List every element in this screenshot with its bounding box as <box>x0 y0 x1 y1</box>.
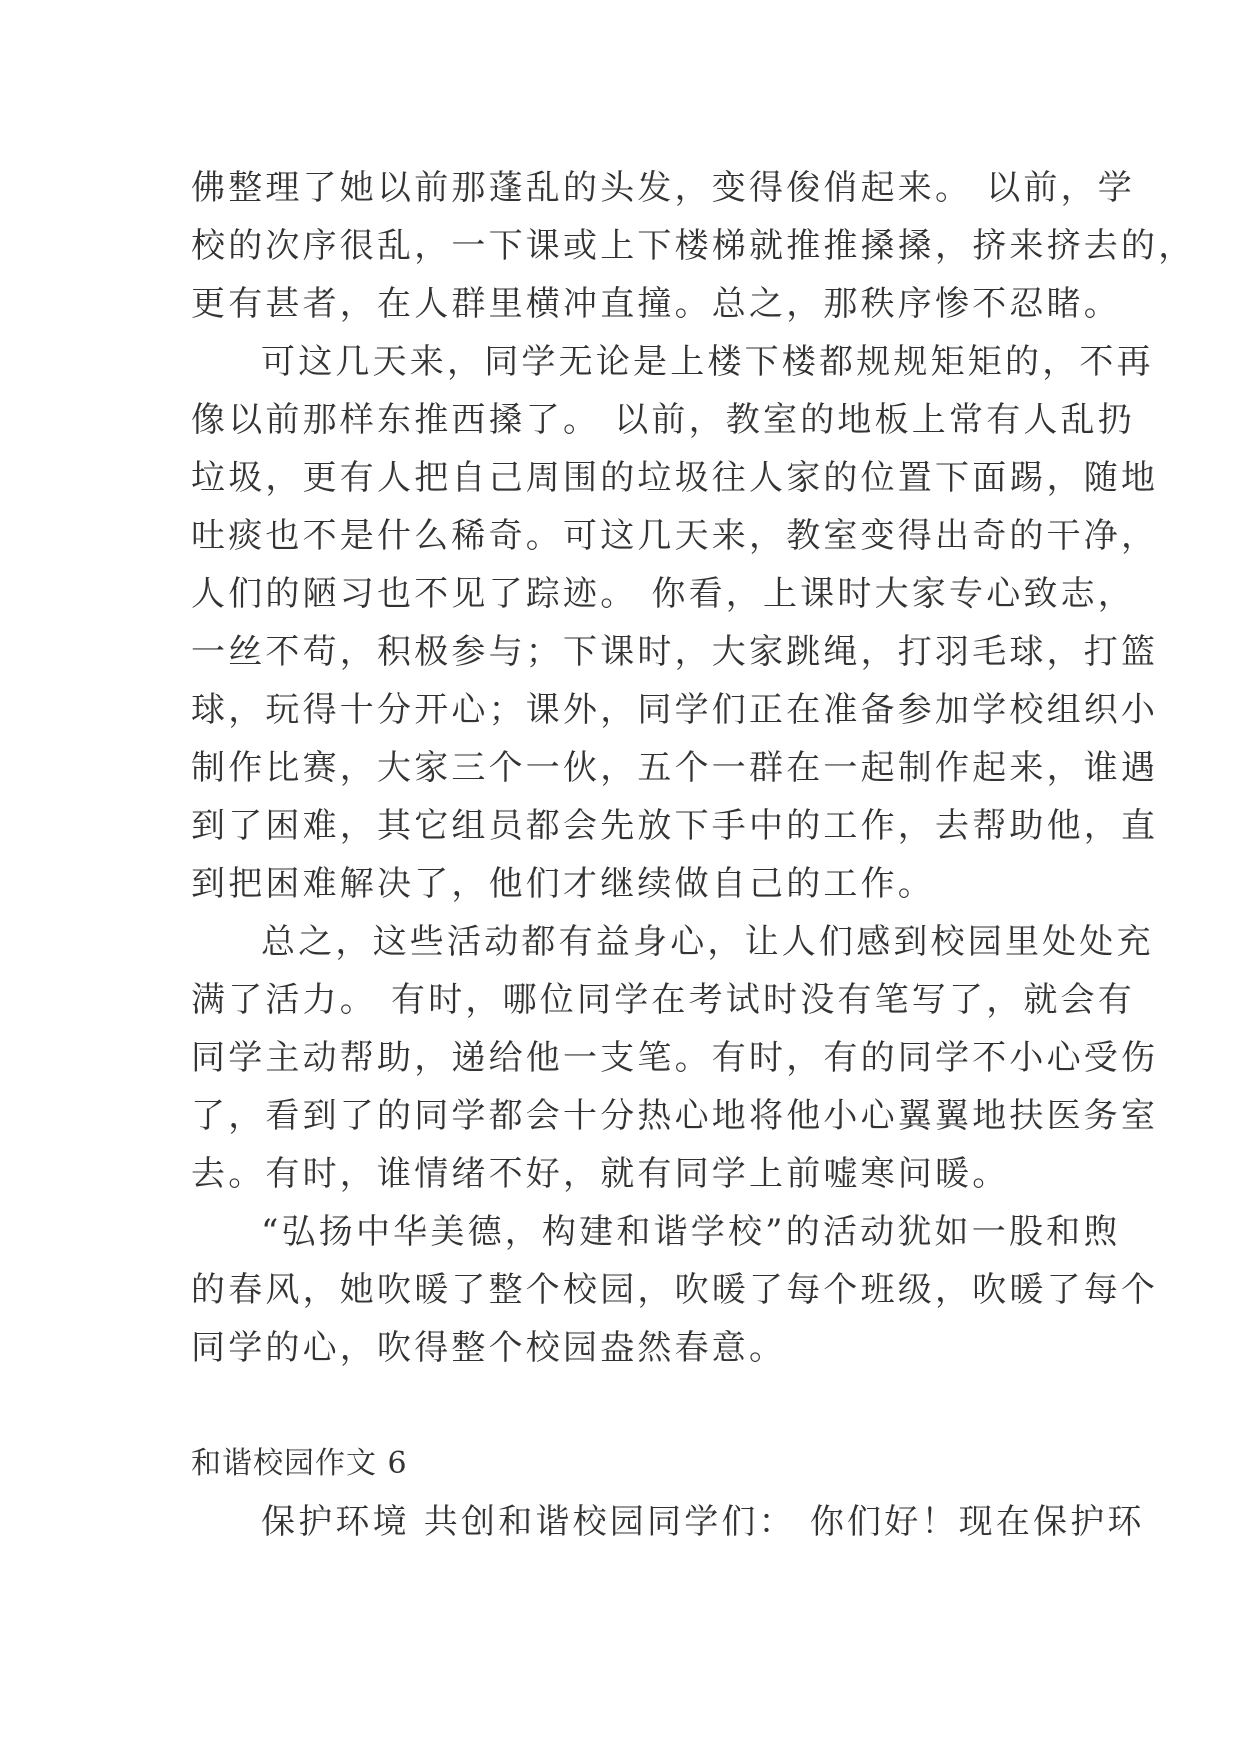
text-line: 更有甚者，在人群里横冲直撞。总之，那秩序惨不忍睹。 <box>191 284 1121 324</box>
text-line: 佛整理了她以前那蓬乱的头发，变得俊俏起来。 以前，学 <box>191 168 1136 208</box>
text-line: “弘扬中华美德，构建和谐学校”的活动犹如一股和煦 <box>261 1212 1121 1252</box>
document-body <box>191 159 1196 1551</box>
text-line: 到把困难解决了，他们才继续做自己的工作。 <box>191 864 935 904</box>
text-line: 到了困难，其它组员都会先放下手中的工作，去帮助他，直 <box>191 806 1159 846</box>
text-line: 可这几天来，同学无论是上楼下楼都规规矩矩的，不再 <box>261 342 1154 382</box>
text-line: 校的次序很乱，一下课或上下楼梯就推推搡搡，挤来挤去的， <box>191 226 1196 266</box>
text-line: 垃圾，更有人把自己周围的垃圾往人家的位置下面踢，随地 <box>191 458 1159 498</box>
text-line: 保护环境 共创和谐校园同学们： 你们好！现在保护环 <box>261 1502 1145 1542</box>
paragraph <box>191 1203 1159 1377</box>
text-line: 了，看到了的同学都会十分热心地将他小心翼翼地扶医务室 <box>191 1096 1159 1136</box>
text-line: 同学的心，吹得整个校园盎然春意。 <box>191 1328 787 1368</box>
text-line: 人们的陋习也不见了踪迹。 你看，上课时大家专心致志， <box>191 574 1136 614</box>
paragraph <box>191 333 1159 913</box>
text-line: 吐痰也不是什么稀奇。可这几天来，教室变得出奇的干净， <box>191 516 1159 556</box>
paragraph <box>191 1493 1145 1551</box>
paragraph <box>191 159 1196 333</box>
text-line: 制作比赛，大家三个一伙，五个一群在一起制作起来，谁遇 <box>191 748 1159 788</box>
text-line: 同学主动帮助，递给他一支笔。有时，有的同学不小心受伤 <box>191 1038 1159 1078</box>
section-heading: 和谐校园作文 6 <box>191 1446 408 1481</box>
text-line: 总之，这些活动都有益身心，让人们感到校园里处处充 <box>261 922 1154 962</box>
paragraph <box>191 913 1159 1203</box>
blank-line <box>191 1377 1054 1435</box>
text-line: 球，玩得十分开心；课外，同学们正在准备参加学校组织小 <box>191 690 1159 730</box>
text-line: 满了活力。 有时，哪位同学在考试时没有笔写了，就会有 <box>191 980 1136 1020</box>
text-line: 像以前那样东推西搡了。 以前，教室的地板上常有人乱扔 <box>191 400 1136 440</box>
text-line: 去。有时，谁情绪不好，就有同学上前嘘寒问暖。 <box>191 1154 1010 1194</box>
text-line: 的春风，她吹暖了整个校园，吹暖了每个班级，吹暖了每个 <box>191 1270 1159 1310</box>
text-line: 一丝不苟，积极参与；下课时，大家跳绳，打羽毛球，打篮 <box>191 632 1159 672</box>
